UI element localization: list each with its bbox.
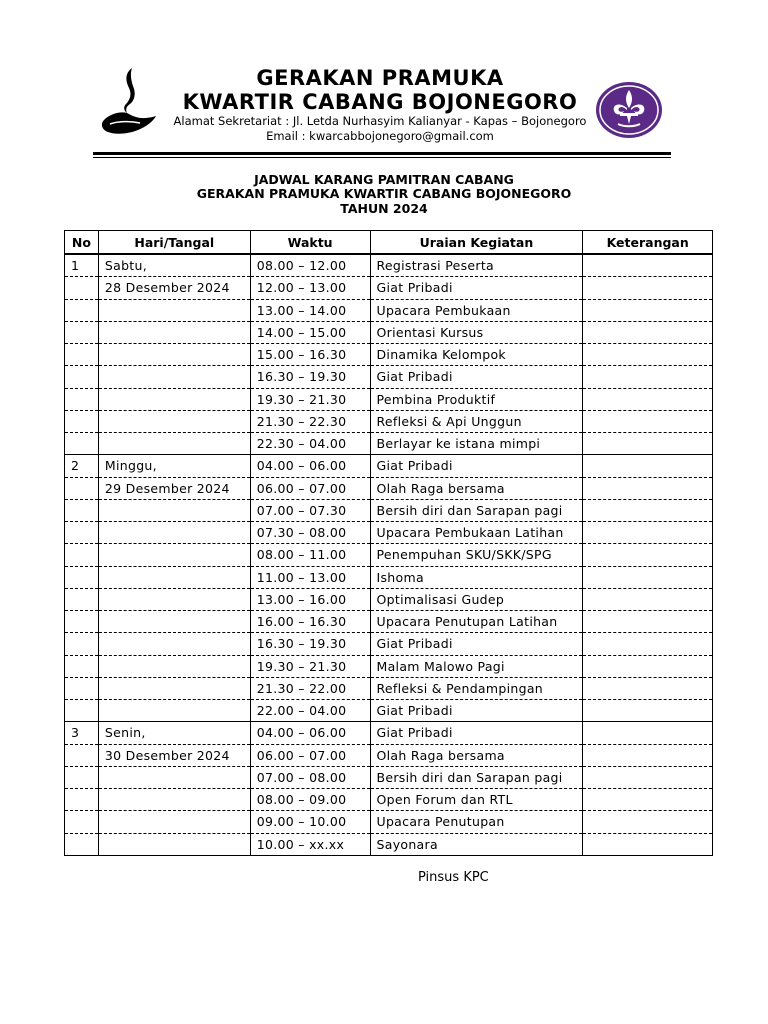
table-body (65, 254, 713, 855)
header-note: Keterangan (583, 231, 713, 255)
cell-note (583, 655, 713, 677)
cell-note (583, 499, 713, 521)
cell-activity: Bersih diri dan Sarapan pagi (370, 499, 583, 521)
cell-activity: Giat Pribadi (370, 455, 583, 477)
cell-day (98, 366, 250, 388)
cell-day (98, 344, 250, 366)
cell-day (98, 588, 250, 610)
table-row (65, 566, 713, 588)
cell-time: 15.00 – 16.30 (250, 344, 370, 366)
table-row (65, 833, 713, 855)
cell-note (583, 321, 713, 343)
cell-day (98, 766, 250, 788)
cell-time: 21.30 – 22.00 (250, 677, 370, 699)
table-row (65, 588, 713, 610)
table-row (65, 321, 713, 343)
cell-note (583, 388, 713, 410)
cell-time: 06.00 – 07.00 (250, 477, 370, 499)
table-row (65, 277, 713, 299)
table-row (65, 789, 713, 811)
cell-note (583, 789, 713, 811)
cell-time: 07.00 – 08.00 (250, 766, 370, 788)
cell-day (98, 321, 250, 343)
cell-time: 19.30 – 21.30 (250, 655, 370, 677)
cell-day (98, 833, 250, 855)
cell-activity: Giat Pribadi (370, 277, 583, 299)
table-row (65, 633, 713, 655)
cell-day: 29 Desember 2024 (98, 477, 250, 499)
cell-activity: Refleksi & Pendampingan (370, 677, 583, 699)
cell-time: 08.00 – 11.00 (250, 544, 370, 566)
table-row (65, 700, 713, 722)
cell-no (65, 366, 99, 388)
cell-day (98, 789, 250, 811)
cell-activity: Bersih diri dan Sarapan pagi (370, 766, 583, 788)
cell-day: Senin, (98, 722, 250, 744)
cell-time: 09.00 – 10.00 (250, 811, 370, 833)
cell-day (98, 410, 250, 432)
table-row (65, 744, 713, 766)
cell-note (583, 633, 713, 655)
schedule-table (64, 230, 713, 856)
cell-activity: Upacara Penutupan Latihan (370, 611, 583, 633)
document-title-line3: TAHUN 2024 (340, 201, 428, 216)
cell-time: 16.30 – 19.30 (250, 366, 370, 388)
header-no: No (65, 231, 99, 255)
letterhead-rule-thin (93, 157, 671, 158)
table-row (65, 366, 713, 388)
header-day: Hari/Tangal (98, 231, 250, 255)
cell-day (98, 611, 250, 633)
cell-no (65, 633, 99, 655)
cell-day: Minggu, (98, 455, 250, 477)
org-name-line1: GERAKAN PRAMUKA (256, 66, 504, 90)
cell-no (65, 277, 99, 299)
table-row (65, 655, 713, 677)
table-row (65, 544, 713, 566)
table-row (65, 299, 713, 321)
cell-time: 07.30 – 08.00 (250, 522, 370, 544)
cell-note (583, 744, 713, 766)
cell-day: 30 Desember 2024 (98, 744, 250, 766)
cell-time: 11.00 – 13.00 (250, 566, 370, 588)
org-email: Email : kwarcabbojonegoro@gmail.com (266, 129, 494, 143)
cell-time: 19.30 – 21.30 (250, 388, 370, 410)
cell-activity: Sayonara (370, 833, 583, 855)
cell-time: 13.00 – 16.00 (250, 588, 370, 610)
cell-no (65, 744, 99, 766)
cell-time: 13.00 – 14.00 (250, 299, 370, 321)
cell-time: 16.00 – 16.30 (250, 611, 370, 633)
letterhead-rule-thick (93, 152, 671, 155)
cell-time: 04.00 – 06.00 (250, 455, 370, 477)
cell-no (65, 677, 99, 699)
letterhead (0, 0, 768, 160)
cell-no (65, 566, 99, 588)
cell-time: 08.00 – 12.00 (250, 254, 370, 277)
cell-time: 12.00 – 13.00 (250, 277, 370, 299)
cell-activity: Ishoma (370, 566, 583, 588)
cell-time: 16.30 – 19.30 (250, 633, 370, 655)
cell-day (98, 388, 250, 410)
document-title-line2: GERAKAN PRAMUKA KWARTIR CABANG BOJONEGORO (196, 186, 572, 201)
table-row (65, 499, 713, 521)
org-name-line2: KWARTIR CABANG BOJONEGORO (182, 90, 578, 114)
cell-note (583, 410, 713, 432)
cell-no (65, 655, 99, 677)
cell-activity: Upacara Pembukaan (370, 299, 583, 321)
org-address: Alamat Sekretariat : Jl. Letda Nurhasyim Kalianyar - Kapas – Bojonegoro (173, 114, 587, 128)
document-title-line1: JADWAL KARANG PAMITRAN CABANG (254, 172, 514, 187)
cell-day (98, 655, 250, 677)
cell-day (98, 633, 250, 655)
cell-activity: Giat Pribadi (370, 633, 583, 655)
table-row (65, 766, 713, 788)
cell-day (98, 566, 250, 588)
table-row (65, 344, 713, 366)
table-row (65, 477, 713, 499)
cell-activity: Giat Pribadi (370, 700, 583, 722)
cell-time: 21.30 – 22.30 (250, 410, 370, 432)
cell-no (65, 833, 99, 855)
cell-day (98, 677, 250, 699)
cell-time: 22.30 – 04.00 (250, 433, 370, 455)
cell-day (98, 700, 250, 722)
cell-time: 04.00 – 06.00 (250, 722, 370, 744)
cell-activity: Penempuhan SKU/SKK/SPG (370, 544, 583, 566)
cell-activity: Olah Raga bersama (370, 744, 583, 766)
header-activity: Uraian Kegiatan (370, 231, 583, 255)
cell-activity: Upacara Penutupan (370, 811, 583, 833)
cell-no (65, 766, 99, 788)
header-time: Waktu (250, 231, 370, 255)
cell-note (583, 588, 713, 610)
table-row (65, 433, 713, 455)
cell-note (583, 277, 713, 299)
cell-no (65, 410, 99, 432)
cell-time: 07.00 – 07.30 (250, 499, 370, 521)
table-row (65, 611, 713, 633)
cell-day (98, 499, 250, 521)
table-header-row (65, 231, 713, 255)
cell-activity: Open Forum dan RTL (370, 789, 583, 811)
cell-note (583, 700, 713, 722)
cell-note (583, 477, 713, 499)
cell-note (583, 522, 713, 544)
cell-activity: Malam Malowo Pagi (370, 655, 583, 677)
cell-activity: Giat Pribadi (370, 366, 583, 388)
cell-no (65, 477, 99, 499)
cell-day (98, 299, 250, 321)
cell-note (583, 455, 713, 477)
signature-label: Pinsus KPC (418, 870, 489, 885)
cell-activity: Registrasi Peserta (370, 254, 583, 277)
table-row (65, 722, 713, 744)
cell-note (583, 366, 713, 388)
cell-day (98, 811, 250, 833)
table-row (65, 677, 713, 699)
cell-no (65, 499, 99, 521)
table-row (65, 455, 713, 477)
cell-activity: Berlayar ke istana mimpi (370, 433, 583, 455)
cell-note (583, 811, 713, 833)
cell-note (583, 566, 713, 588)
cell-no (65, 544, 99, 566)
cell-activity: Refleksi & Api Unggun (370, 410, 583, 432)
cell-activity: Pembina Produktif (370, 388, 583, 410)
cell-note (583, 677, 713, 699)
cell-no (65, 789, 99, 811)
cell-day: 28 Desember 2024 (98, 277, 250, 299)
cell-activity: Olah Raga bersama (370, 477, 583, 499)
cell-no: 1 (65, 254, 99, 277)
table-row (65, 254, 713, 277)
cell-no: 3 (65, 722, 99, 744)
cell-note (583, 611, 713, 633)
cell-time: 14.00 – 15.00 (250, 321, 370, 343)
cell-time: 10.00 – xx.xx (250, 833, 370, 855)
cell-activity: Dinamika Kelompok (370, 344, 583, 366)
cell-note (583, 433, 713, 455)
cell-no (65, 321, 99, 343)
cell-no (65, 811, 99, 833)
cell-no (65, 344, 99, 366)
cell-time: 06.00 – 07.00 (250, 744, 370, 766)
cell-day (98, 433, 250, 455)
cell-no: 2 (65, 455, 99, 477)
table-row (65, 522, 713, 544)
cell-note (583, 722, 713, 744)
cell-no (65, 522, 99, 544)
table-row (65, 388, 713, 410)
cell-no (65, 588, 99, 610)
cell-activity: Optimalisasi Gudep (370, 588, 583, 610)
cell-activity: Giat Pribadi (370, 722, 583, 744)
cell-no (65, 299, 99, 321)
tunas-kelapa-icon (96, 64, 160, 140)
cell-note (583, 344, 713, 366)
table-row (65, 410, 713, 432)
cell-activity: Upacara Pembukaan Latihan (370, 522, 583, 544)
cell-day (98, 544, 250, 566)
cell-activity: Orientasi Kursus (370, 321, 583, 343)
cell-day (98, 522, 250, 544)
table-row (65, 811, 713, 833)
cell-time: 08.00 – 09.00 (250, 789, 370, 811)
cell-note (583, 299, 713, 321)
world-scout-emblem-icon (594, 80, 664, 140)
cell-day: Sabtu, (98, 254, 250, 277)
cell-note (583, 544, 713, 566)
cell-no (65, 433, 99, 455)
cell-no (65, 611, 99, 633)
cell-note (583, 254, 713, 277)
cell-no (65, 388, 99, 410)
cell-note (583, 766, 713, 788)
cell-note (583, 833, 713, 855)
cell-time: 22.00 – 04.00 (250, 700, 370, 722)
cell-no (65, 700, 99, 722)
